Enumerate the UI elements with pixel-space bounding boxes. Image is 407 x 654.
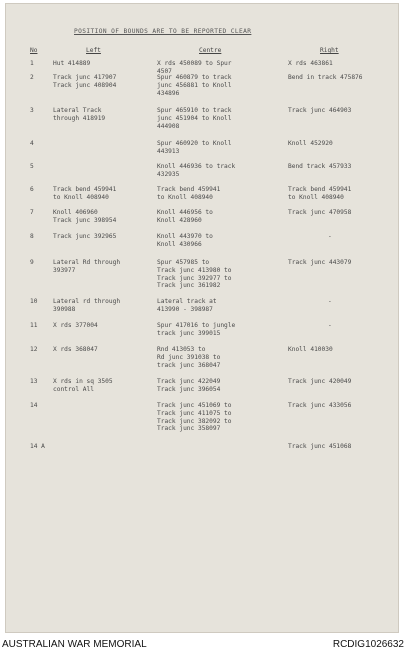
right-cell: Track bend 459941 to Knoll 408940 <box>288 186 352 201</box>
centre-cell: Lateral track at 413990 - 398987 <box>157 298 217 313</box>
left-cell: Knoll 406960 Track junc 398954 <box>53 209 117 224</box>
right-cell: Track junc 443079 <box>288 259 352 266</box>
left-cell: Lateral rd through 390988 <box>53 298 121 313</box>
row-number: 10 <box>30 298 38 305</box>
right-cell: Track junc 420049 <box>288 378 352 385</box>
row-number: 14 A <box>30 443 45 450</box>
left-cell: X rds 368047 <box>53 346 98 353</box>
centre-cell: Track bend 459941 to Knoll 408940 <box>157 186 221 201</box>
left-cell: X rds in sq 3505 control All <box>53 378 113 393</box>
centre-cell: Knoll 446956 to Knoll 428960 <box>157 209 213 224</box>
right-cell: X rds 463861 <box>288 60 333 67</box>
left-cell: Track bend 459941 to Knoll 408940 <box>53 186 117 201</box>
row-number: 1 <box>30 60 34 67</box>
footer-institution: AUSTRALIAN WAR MEMORIAL <box>2 639 147 650</box>
centre-cell: Spur 417016 to jungle track junc 399015 <box>157 322 236 337</box>
left-cell: Track junc 417907 Track junc 408904 <box>53 74 117 89</box>
header-no: No <box>30 47 38 54</box>
centre-cell: Spur 457985 to Track junc 413980 to Track junc 392977 to Track junc 361982 <box>157 259 232 290</box>
centre-cell: X rds 450089 to Spur 4507 <box>157 60 232 75</box>
row-number: 12 <box>30 346 38 353</box>
right-cell: Track junc 451068 <box>288 443 352 450</box>
centre-cell: Rnd 413053 to Rd junc 391038 to track junc 368047 <box>157 346 221 369</box>
right-cell: Track junc 464903 <box>288 107 352 114</box>
header-left: Left <box>86 47 101 54</box>
document-sheet <box>5 3 399 633</box>
row-number: 14 <box>30 402 38 409</box>
centre-cell: Knoll 446936 to track 432935 <box>157 163 236 178</box>
left-cell: Track junc 392965 <box>53 233 117 240</box>
document-title: POSITION OF BOUNDS ARE TO BE REPORTED CLEAR <box>74 28 252 35</box>
right-cell: Knoll 410030 <box>288 346 333 353</box>
right-cell: - <box>328 298 332 305</box>
centre-cell: Spur 460879 to track junc 456881 to Knoll 434896 <box>157 74 232 97</box>
row-number: 4 <box>30 140 34 147</box>
row-number: 2 <box>30 74 34 81</box>
left-cell: Lateral Track through 418919 <box>53 107 106 122</box>
row-number: 7 <box>30 209 34 216</box>
left-cell: Lateral Rd through 393977 <box>53 259 121 274</box>
centre-cell: Track junc 451069 to Track junc 411075 to Track junc 382092 to Track junc 358097 <box>157 402 232 433</box>
row-number: 5 <box>30 163 34 170</box>
footer-record-id: RCDIG1026632 <box>332 639 404 650</box>
centre-cell: Track junc 422049 Track junc 396054 <box>157 378 221 393</box>
right-cell: Track junc 433056 <box>288 402 352 409</box>
left-cell: Hut 414889 <box>53 60 91 67</box>
row-number: 3 <box>30 107 34 114</box>
left-cell: X rds 377004 <box>53 322 98 329</box>
right-cell: Bend track 457933 <box>288 163 352 170</box>
header-centre: Centre <box>199 47 222 54</box>
right-cell: Track junc 470958 <box>288 209 352 216</box>
centre-cell: Spur 465910 to track junc 451904 to Knoll 444908 <box>157 107 232 130</box>
right-cell: Bend in track 475876 <box>288 74 363 81</box>
row-number: 11 <box>30 322 38 329</box>
row-number: 8 <box>30 233 34 240</box>
centre-cell: Knoll 443970 to Knoll 430966 <box>157 233 213 248</box>
right-cell: - <box>328 322 332 329</box>
row-number: 6 <box>30 186 34 193</box>
centre-cell: Spur 460920 to Knoll 443913 <box>157 140 232 155</box>
header-right: Right <box>320 47 339 54</box>
row-number: 9 <box>30 259 34 266</box>
row-number: 13 <box>30 378 38 385</box>
footer-bar <box>0 636 407 654</box>
right-cell: Knoll 452920 <box>288 140 333 147</box>
right-cell: - <box>328 233 332 240</box>
